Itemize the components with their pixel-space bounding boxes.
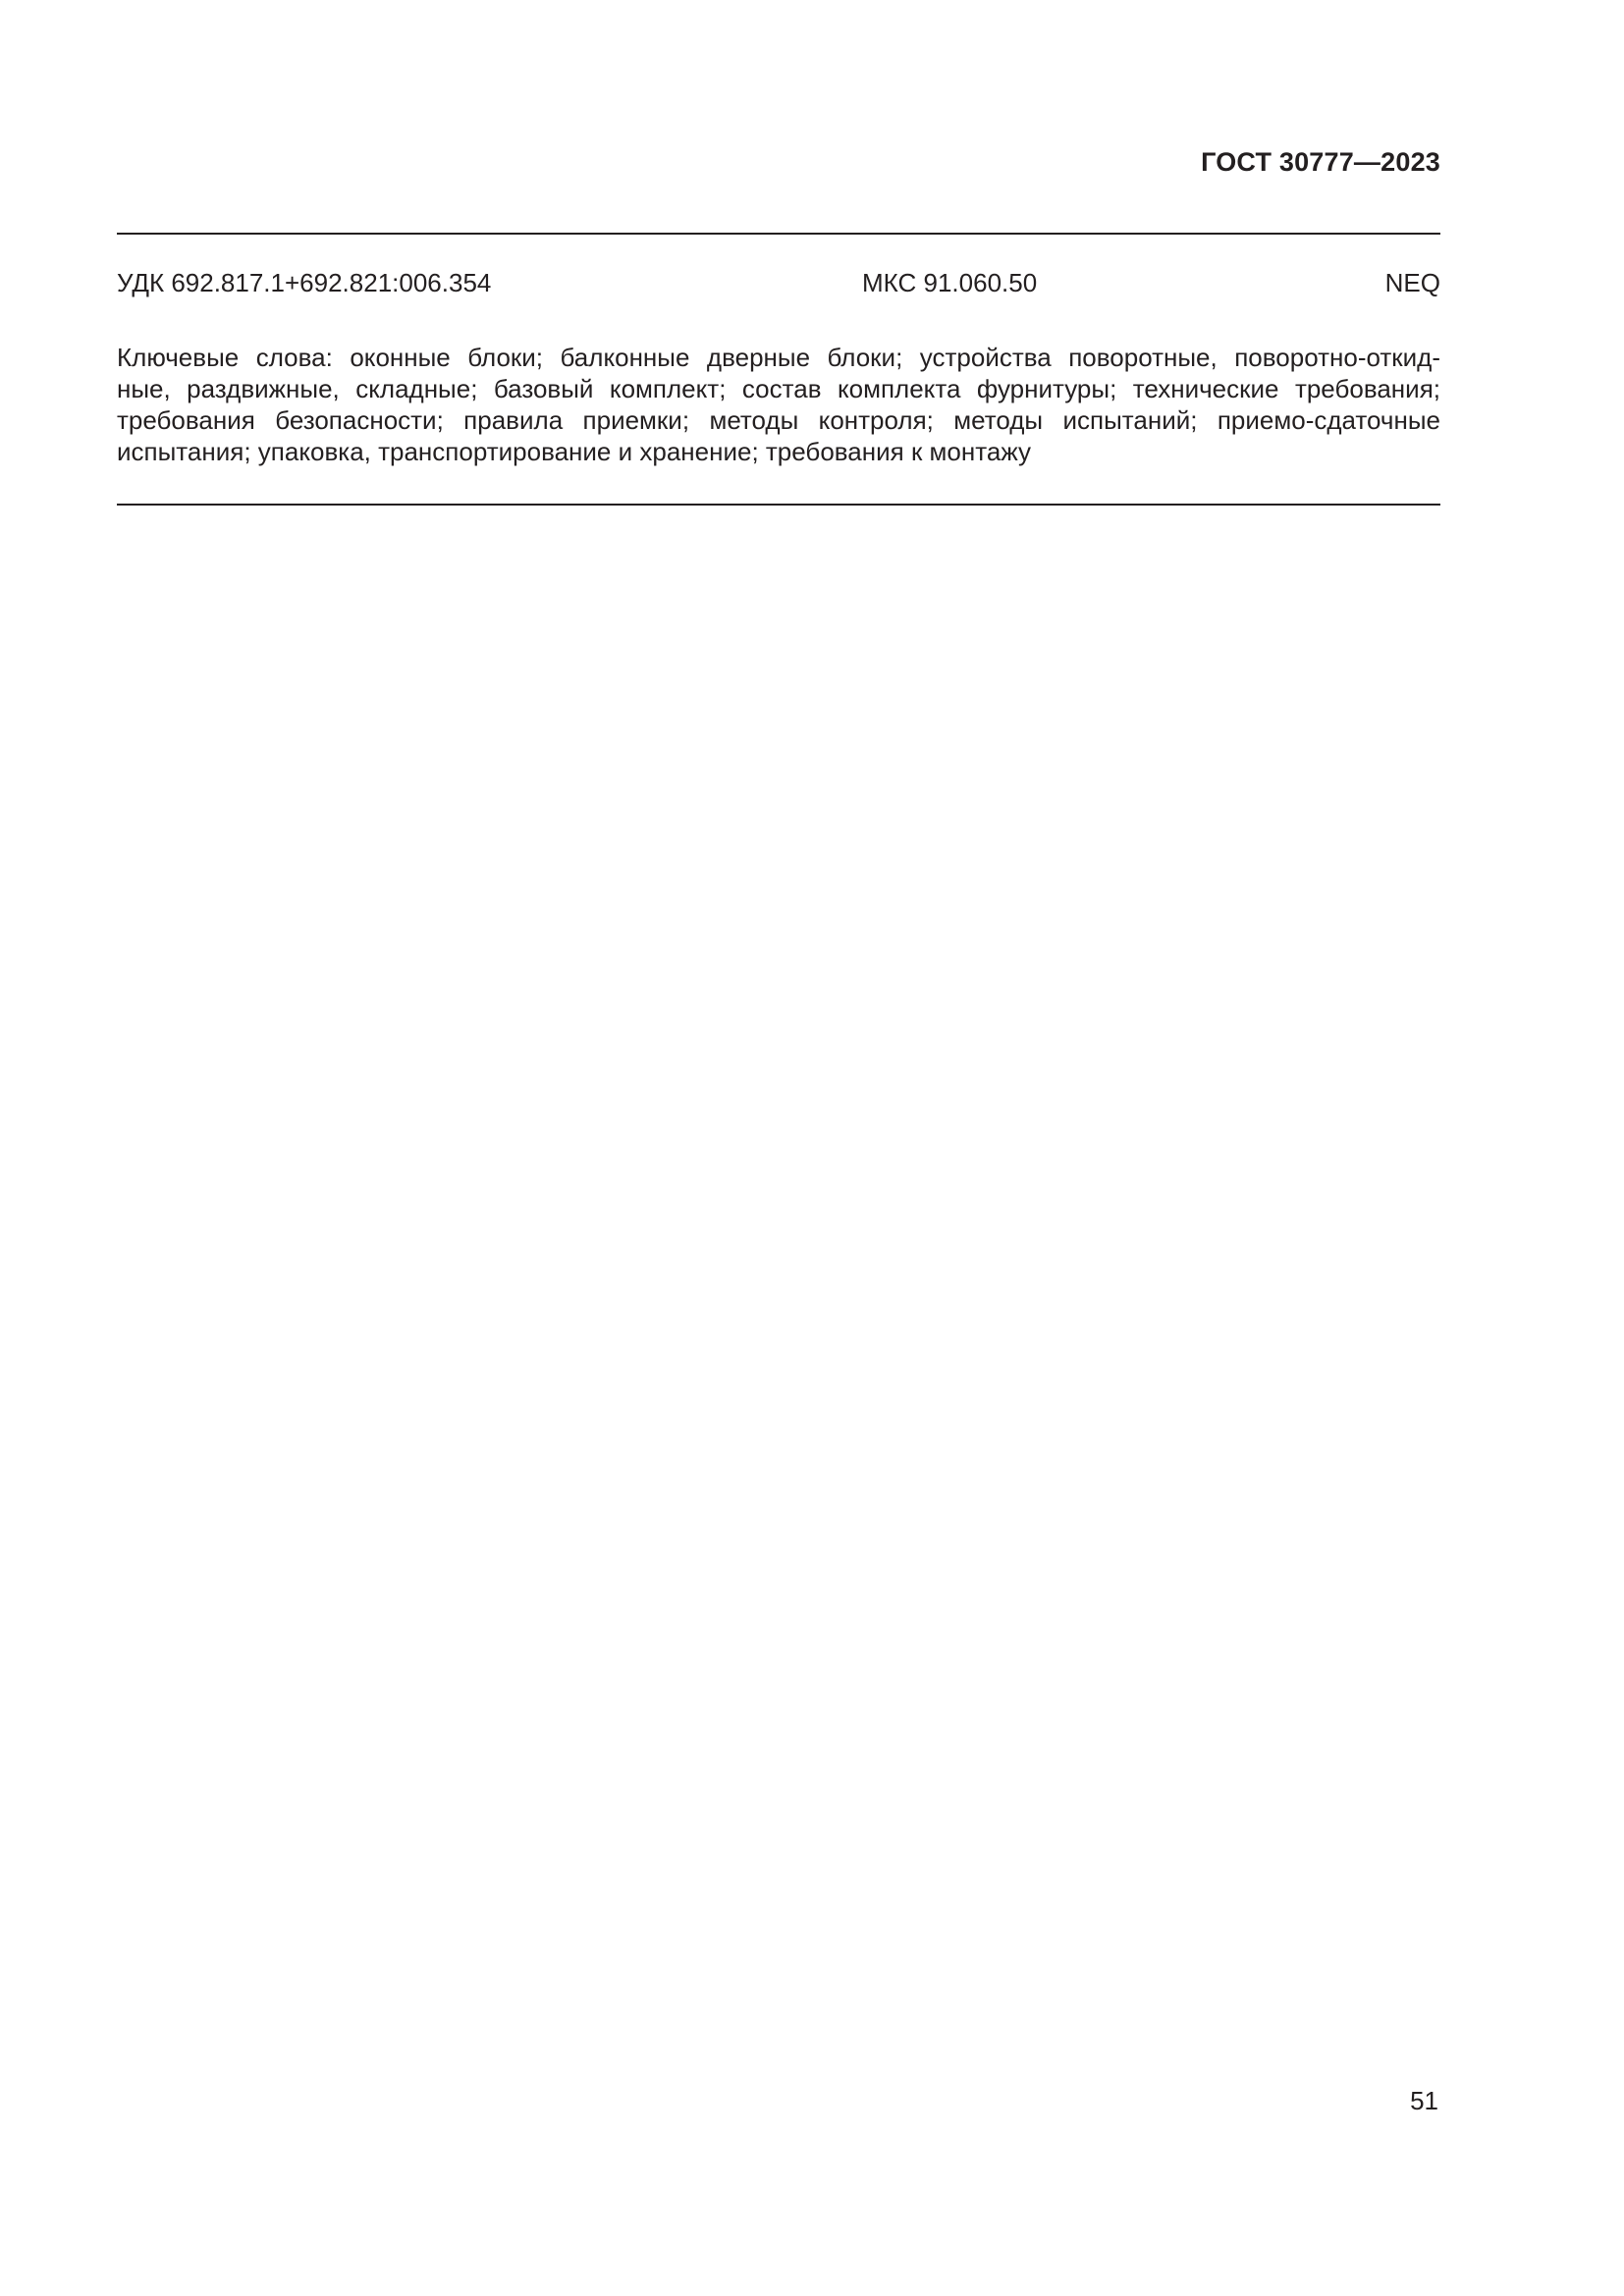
standard-code: ГОСТ 30777—2023	[1201, 147, 1440, 177]
page-number: 51	[1410, 2086, 1438, 2115]
keywords-line: испытания; упаковка, транспортирование и хранение; требования к монтажу	[117, 437, 1031, 466]
correspondence-degree: NEQ	[1384, 268, 1440, 297]
udk-code: УДК 692.817.1+692.821:006.354	[117, 268, 492, 297]
top-divider	[117, 233, 1440, 235]
keywords-line: Ключевые слова: оконные блоки; балконные дверные блоки; устройства поворотные, поворотно-откид-	[117, 343, 1440, 372]
keywords-line: требования безопасности; правила приемки; методы контроля; методы испытаний; приемо-сдаточные	[117, 405, 1440, 435]
keywords-block	[117, 342, 1440, 467]
mks-code: МКС 91.060.50	[862, 268, 1038, 297]
bottom-divider	[117, 504, 1440, 506]
classification-row	[117, 268, 1440, 299]
keywords-line: ные, раздвижные, складные; базовый комплект; состав комплекта фурнитуры; технические требования;	[117, 374, 1440, 403]
